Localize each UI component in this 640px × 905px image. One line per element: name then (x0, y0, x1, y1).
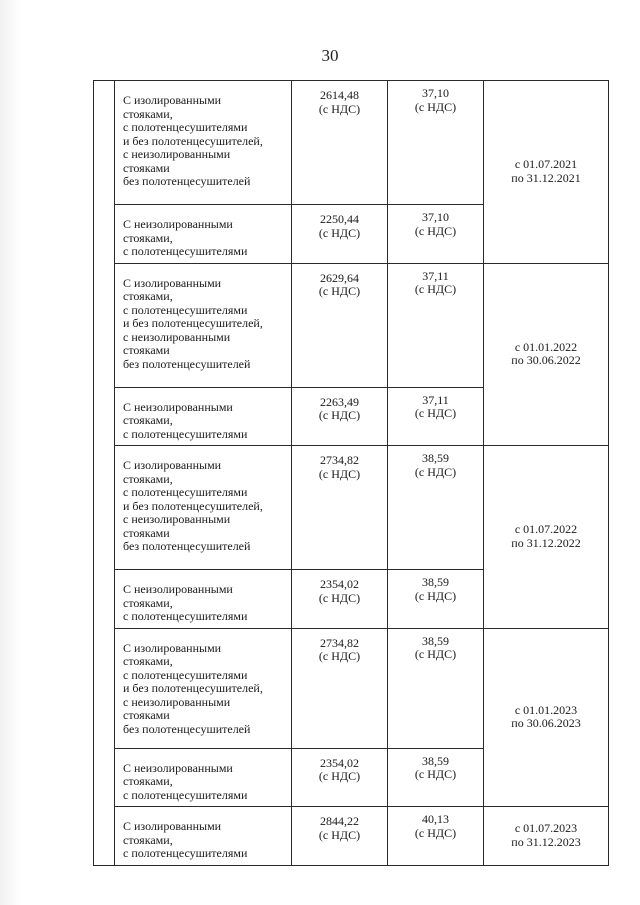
rate-cell: 37,10 (с НДС) (388, 81, 484, 205)
table-row (94, 628, 609, 748)
description-cell: С неизолированными стояками, с полотенцесушителями (115, 570, 292, 629)
price-cell: 2629,64 (с НДС) (292, 263, 388, 387)
stub-column (94, 81, 115, 866)
description-cell: С неизолированными стояками, с полотенцесушителями (115, 748, 292, 807)
rate-cell: 37,10 (с НДС) (388, 205, 484, 264)
rate-cell: 40,13 (с НДС) (388, 807, 484, 866)
description-cell: С изолированными стояками, с полотенцесушителями (115, 807, 292, 866)
price-cell: 2354,02 (с НДС) (292, 570, 388, 629)
description-cell: С изолированными стояками, с полотенцесушителями и без полотенцесушителей, с неизолированными стояками без полотенцесушителей (115, 628, 292, 748)
period-cell: с 01.01.2022 по 30.06.2022 (484, 263, 609, 446)
price-cell: 2263,49 (с НДС) (292, 387, 388, 446)
period-cell: с 01.01.2023 по 30.06.2023 (484, 628, 609, 807)
description-cell: С изолированными стояками, с полотенцесушителями и без полотенцесушителей, с неизолированными стояками без полотенцесушителей (115, 81, 292, 205)
rate-cell: 37,11 (с НДС) (388, 263, 484, 387)
scan-edge-shadow (0, 0, 22, 905)
rate-cell: 38,59 (с НДС) (388, 570, 484, 629)
price-cell: 2844,22 (с НДС) (292, 807, 388, 866)
tariff-table (93, 80, 609, 866)
rate-cell: 38,59 (с НДС) (388, 446, 484, 570)
price-cell: 2734,82 (с НДС) (292, 628, 388, 748)
period-cell: с 01.07.2022 по 31.12.2022 (484, 446, 609, 629)
description-cell: С неизолированными стояками, с полотенцесушителями (115, 387, 292, 446)
price-cell: 2250,44 (с НДС) (292, 205, 388, 264)
price-cell: 2614,48 (с НДС) (292, 81, 388, 205)
price-cell: 2734,82 (с НДС) (292, 446, 388, 570)
description-cell: С изолированными стояками, с полотенцесушителями и без полотенцесушителей, с неизолированными стояками без полотенцесушителей (115, 263, 292, 387)
rate-cell: 37,11 (с НДС) (388, 387, 484, 446)
rate-cell: 38,59 (с НДС) (388, 748, 484, 807)
page-number: 30 (321, 46, 339, 65)
description-cell: С неизолированными стояками, с полотенцесушителями (115, 205, 292, 264)
table-row (94, 263, 609, 387)
description-cell: С изолированными стояками, с полотенцесушителями и без полотенцесушителей, с неизолированными стояками без полотенцесушителей (115, 446, 292, 570)
rate-cell: 38,59 (с НДС) (388, 628, 484, 748)
table-row (94, 446, 609, 570)
period-cell: с 01.07.2023 по 31.12.2023 (484, 807, 609, 866)
table-row (94, 81, 609, 205)
period-cell: с 01.07.2021 по 31.12.2021 (484, 81, 609, 264)
table-row (94, 807, 609, 866)
price-cell: 2354,02 (с НДС) (292, 748, 388, 807)
